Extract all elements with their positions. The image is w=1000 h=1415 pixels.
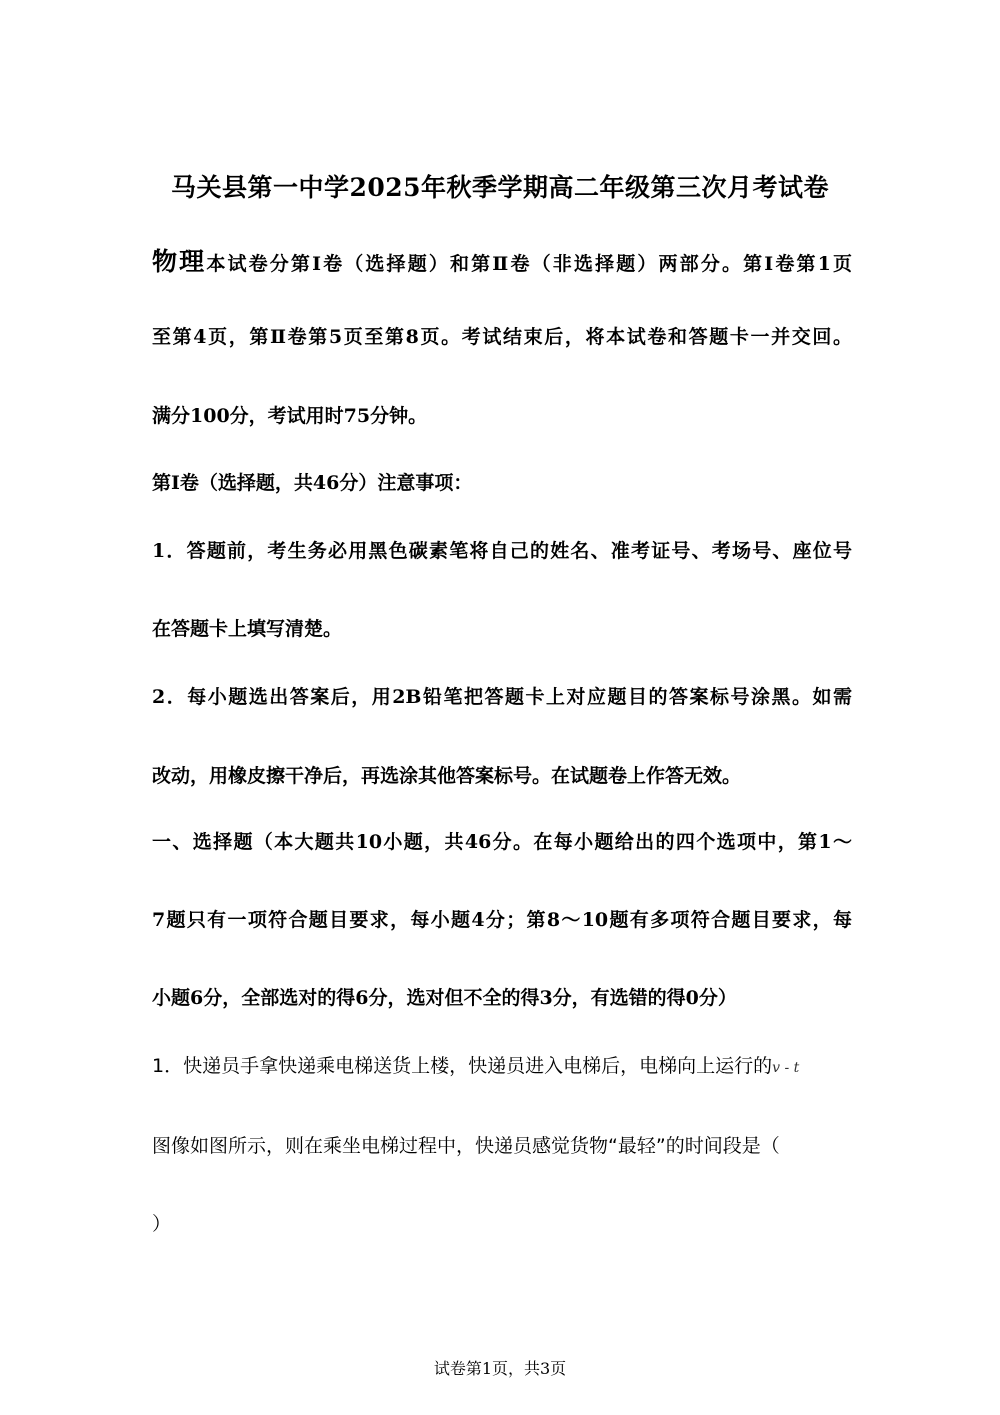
- question-1-line-3: ）: [152, 1213, 172, 1235]
- intro-text-1: 本试卷分第Ⅰ卷（选择题）和第Ⅱ卷（非选择题）两部分。第Ⅰ卷第1页: [206, 253, 852, 275]
- section-one-line-1: 一、选择题（本大题共10小题，共46分。在每小题给出的四个选项中，第1～: [152, 831, 852, 853]
- question-1-line-2: 图像如图所示，则在乘坐电梯过程中，快递员感觉货物“最轻”的时间段是（: [152, 1135, 780, 1157]
- intro-line-3: 满分100分，考试用时75分钟。: [152, 405, 428, 427]
- intro-line-2: 至第4页，第Ⅱ卷第5页至第8页。考试结束后，将本试卷和答题卡一并交回。: [152, 326, 852, 348]
- subject-label: 物理: [152, 247, 207, 276]
- exam-title: 马关县第一中学2025年秋季学期高二年级第三次月考试卷: [170, 173, 830, 202]
- intro-line-1: [152, 242, 852, 278]
- note-1-line-1: 1．答题前，考生务必用黑色碳素笔将自己的姓名、准考证号、考场号、座位号: [152, 540, 852, 562]
- note-2-line-2: 改动，用橡皮擦干净后，再选涂其他答案标号。在试题卷上作答无效。: [152, 765, 742, 787]
- notice-heading: 第Ⅰ卷（选择题，共46分）注意事项：: [152, 472, 473, 494]
- question-1-line-1: [152, 1051, 852, 1078]
- section-one-line-3: 小题6分，全部选对的得6分，选对但不全的得3分，有选错的得0分）: [152, 987, 737, 1009]
- vt-symbol: v - t: [772, 1060, 800, 1076]
- note-2-line-1: 2．每小题选出答案后，用2B铅笔把答题卡上对应题目的答案标号涂黑。如需: [152, 686, 852, 708]
- section-one-line-2: 7题只有一项符合题目要求，每小题4分；第8～10题有多项符合题目要求，每: [152, 909, 852, 931]
- note-1-line-2: 在答题卡上填写清楚。: [152, 618, 343, 640]
- page-footer: 试卷第1页，共3页: [433, 1359, 567, 1378]
- question-1-text-1: 1．快递员手拿快递乘电梯送货上楼，快递员进入电梯后，电梯向上运行的: [152, 1055, 773, 1077]
